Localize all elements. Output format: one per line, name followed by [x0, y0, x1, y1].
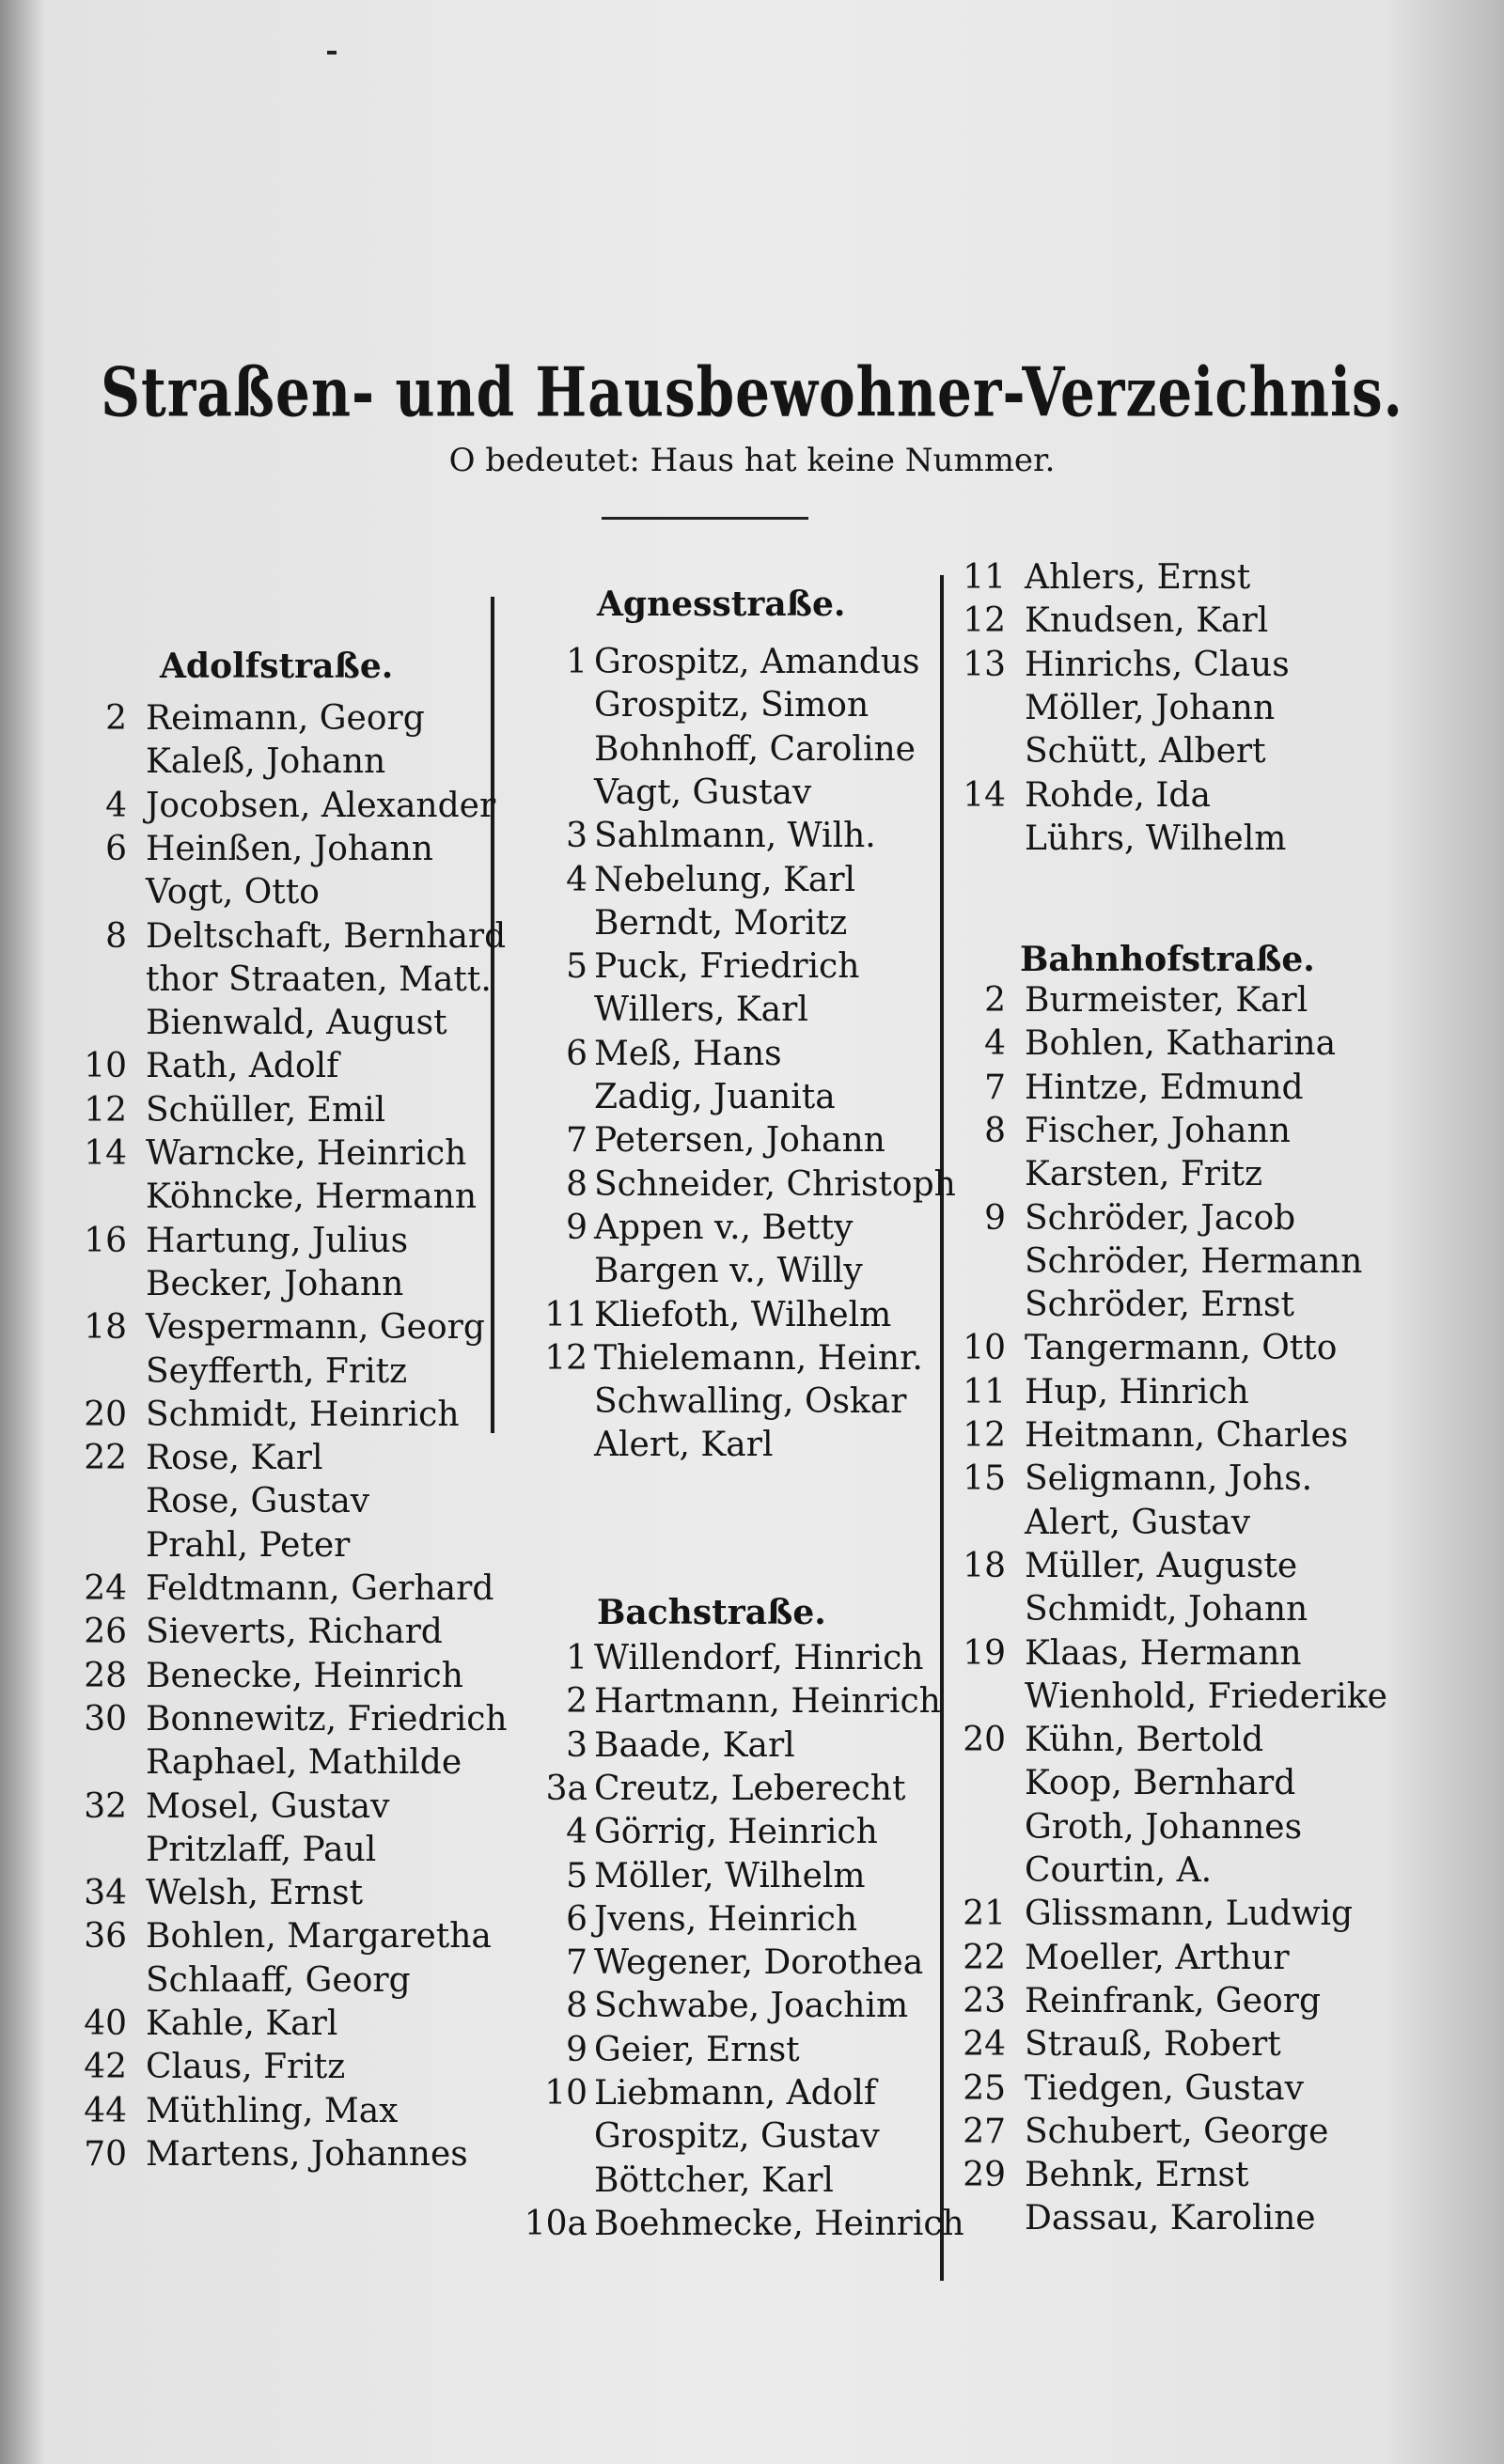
house-number: 34 — [84, 1874, 127, 1913]
house-number: 12 — [963, 1416, 1006, 1455]
house-number: 9 — [984, 1198, 1006, 1238]
resident-name: Bohlen, Margaretha — [146, 1917, 492, 1957]
house-number: 14 — [963, 775, 1006, 815]
resident-name: Knudsen, Karl — [1025, 601, 1269, 641]
resident-name: Koop, Bernhard — [1025, 1764, 1296, 1803]
resident-name: Schmidt, Heinrich — [146, 1395, 460, 1434]
resident-name: Wegener, Dorothea — [594, 1943, 924, 1983]
resident-name: Boehmecke, Heinrich — [594, 2204, 964, 2243]
resident-name: Kaleß, Johann — [146, 742, 386, 782]
resident-name: Kühn, Bertold — [1025, 1721, 1264, 1760]
resident-name: Schütt, Albert — [1025, 732, 1266, 772]
resident-name: Welsh, Ernst — [146, 1874, 364, 1913]
resident-name: Kahle, Karl — [146, 2004, 338, 2043]
resident-name: Jocobsen, Alexander — [146, 786, 496, 825]
house-number: 4 — [566, 1813, 588, 1852]
house-number: 32 — [84, 1786, 127, 1826]
house-number: 21 — [963, 1895, 1006, 1934]
house-number: 10 — [84, 1047, 127, 1086]
house-number: 44 — [84, 2091, 127, 2130]
house-number: 8 — [566, 1987, 588, 2026]
house-number: 13 — [963, 645, 1006, 684]
resident-name: Schwabe, Joachim — [594, 1987, 909, 2026]
house-number: 42 — [84, 2048, 127, 2087]
resident-name: Hinrichs, Claus — [1025, 645, 1290, 684]
house-number: 15 — [963, 1459, 1006, 1499]
resident-name: Schröder, Ernst — [1025, 1286, 1294, 1325]
house-number: 5 — [566, 947, 588, 987]
street-heading: Agnesstraße. — [597, 585, 846, 624]
resident-name: Schmidt, Johann — [1025, 1590, 1308, 1630]
resident-name: Benecke, Heinrich — [146, 1656, 463, 1695]
resident-name: Zadig, Juanita — [594, 1078, 836, 1116]
resident-name: Grospitz, Amandus — [594, 643, 920, 681]
house-number: 26 — [84, 1613, 127, 1652]
house-number: 4 — [984, 1024, 1006, 1064]
resident-name: thor Straaten, Matt. — [146, 959, 492, 999]
resident-name: Schneider, Christoph — [594, 1164, 956, 1204]
resident-name: Hup, Hinrich — [1025, 1372, 1249, 1411]
resident-name: Vagt, Gustav — [594, 772, 812, 812]
resident-name: Hartmann, Heinrich — [594, 1682, 941, 1722]
resident-name: Böttcher, Karl — [594, 2160, 834, 2200]
resident-name: Bienwald, August — [146, 1004, 447, 1043]
resident-name: Alert, Karl — [594, 1426, 774, 1465]
resident-name: Feldtmann, Gerhard — [146, 1569, 494, 1608]
resident-name: Tiedgen, Gustav — [1025, 2068, 1304, 2108]
resident-name: Heitmann, Charles — [1025, 1416, 1349, 1455]
resident-name: Creutz, Leberecht — [594, 1769, 906, 1808]
resident-name: Karsten, Fritz — [1025, 1155, 1263, 1194]
house-number: 24 — [963, 2025, 1006, 2065]
resident-name: Martens, Johannes — [146, 2134, 468, 2174]
house-number: 27 — [963, 2112, 1006, 2151]
house-number: 3 — [566, 1725, 588, 1765]
title-divider — [602, 517, 808, 520]
resident-name: Möller, Johann — [1025, 688, 1276, 727]
house-number: 36 — [84, 1917, 127, 1957]
resident-name: Glissmann, Ludwig — [1025, 1895, 1354, 1934]
house-number: 10a — [524, 2204, 588, 2243]
house-number: 8 — [566, 1164, 588, 1204]
street-heading: Bahnhofstraße. — [1020, 940, 1315, 979]
house-number: 11 — [544, 1295, 588, 1334]
resident-name: Pritzlaff, Paul — [146, 1830, 377, 1869]
house-number: 30 — [84, 1699, 127, 1739]
resident-name: Schüller, Emil — [146, 1090, 386, 1130]
house-number: 2 — [566, 1682, 588, 1722]
resident-name: Schwalling, Oskar — [594, 1382, 907, 1422]
resident-name: Bohnhoff, Caroline — [594, 729, 916, 769]
house-number: 2 — [984, 981, 1006, 1020]
house-number: 29 — [963, 2156, 1006, 2195]
resident-name: Burmeister, Karl — [1025, 981, 1308, 1020]
resident-name: Jvens, Heinrich — [594, 1899, 858, 1939]
resident-name: Schlaaff, Georg — [146, 1960, 411, 2000]
resident-name: Becker, Johann — [146, 1264, 404, 1303]
resident-name: Rohde, Ida — [1025, 775, 1211, 815]
house-number: 18 — [84, 1308, 127, 1348]
house-number: 6 — [566, 1899, 588, 1939]
house-number: 20 — [963, 1721, 1006, 1760]
page-title: Straßen- und Hausbewohner-Verzeichnis. — [101, 352, 1403, 432]
resident-name: Ahlers, Ernst — [1025, 558, 1251, 597]
resident-name: Reinfrank, Georg — [1025, 1981, 1321, 2020]
house-number: 12 — [544, 1338, 588, 1378]
house-number: 23 — [963, 1981, 1006, 2020]
house-number: 4 — [105, 786, 127, 825]
resident-name: Bohlen, Katharina — [1025, 1024, 1337, 1064]
resident-name: Wienhold, Friederike — [1025, 1676, 1387, 1716]
street-heading: Adolfstraße. — [160, 647, 394, 686]
resident-name: Vogt, Otto — [146, 873, 320, 912]
resident-name: Schubert, George — [1025, 2112, 1329, 2151]
house-number: 6 — [105, 829, 127, 868]
resident-name: Willers, Karl — [594, 990, 808, 1030]
resident-name: Sahlmann, Wilh. — [594, 817, 876, 856]
house-number: 3 — [566, 817, 588, 856]
resident-name: Rath, Adolf — [146, 1047, 339, 1086]
house-number: 5 — [566, 1856, 588, 1895]
house-number: 70 — [84, 2134, 127, 2174]
house-number: 2 — [105, 699, 127, 738]
resident-name: Willendorf, Hinrich — [594, 1639, 924, 1677]
resident-name: Reimann, Georg — [146, 699, 425, 738]
resident-name: Rose, Karl — [146, 1439, 323, 1478]
resident-name: Courtin, A. — [1025, 1851, 1213, 1890]
resident-name: Bargen v., Willy — [594, 1252, 863, 1291]
resident-name: Puck, Friedrich — [594, 947, 860, 987]
resident-name: Appen v., Betty — [594, 1208, 854, 1247]
resident-name: Dassau, Karoline — [1025, 2199, 1316, 2238]
street-heading: Bachstraße. — [597, 1593, 826, 1632]
house-number: 1 — [566, 643, 588, 681]
house-number: 7 — [984, 1068, 1006, 1107]
house-number: 24 — [84, 1569, 127, 1608]
house-number: 6 — [566, 1034, 588, 1073]
house-number: 9 — [566, 2030, 588, 2069]
house-number: 16 — [84, 1221, 127, 1260]
resident-name: Möller, Wilhelm — [594, 1856, 866, 1895]
house-number: 18 — [963, 1546, 1006, 1585]
resident-name: Prahl, Peter — [146, 1525, 351, 1565]
resident-name: Groth, Johannes — [1025, 1807, 1303, 1847]
house-number: 8 — [105, 916, 127, 956]
resident-name: Geier, Ernst — [594, 2030, 800, 2069]
resident-name: Schröder, Jacob — [1025, 1198, 1296, 1238]
resident-name: Hartung, Julius — [146, 1221, 409, 1260]
resident-name: Meß, Hans — [594, 1034, 782, 1073]
resident-name: Sieverts, Richard — [146, 1613, 443, 1652]
resident-name: Tangermann, Otto — [1025, 1329, 1338, 1368]
resident-name: Görrig, Heinrich — [594, 1813, 878, 1852]
house-number: 25 — [963, 2068, 1006, 2108]
house-number: 28 — [84, 1656, 127, 1695]
resident-name: Lührs, Wilhelm — [1025, 819, 1287, 858]
resident-name: Seligmann, Johs. — [1025, 1459, 1313, 1499]
resident-name: Deltschaft, Bernhard — [146, 916, 507, 956]
resident-name: Alert, Gustav — [1025, 1503, 1251, 1542]
page-subtitle: O bedeutet: Haus hat keine Nummer. — [448, 442, 1056, 479]
resident-name: Bonnewitz, Friedrich — [146, 1699, 508, 1739]
house-number: 10 — [963, 1329, 1006, 1368]
resident-name: Müller, Auguste — [1025, 1546, 1298, 1585]
resident-name: Schröder, Hermann — [1025, 1241, 1363, 1281]
resident-name: Klaas, Hermann — [1025, 1633, 1302, 1673]
resident-name: Grospitz, Gustav — [594, 2117, 880, 2157]
resident-name: Heinßen, Johann — [146, 829, 433, 868]
resident-name: Thielemann, Heinr. — [594, 1338, 923, 1378]
house-number: 1 — [566, 1639, 588, 1677]
resident-name: Claus, Fritz — [146, 2048, 346, 2087]
resident-name: Moeller, Arthur — [1025, 1938, 1290, 1977]
house-number: 22 — [84, 1439, 127, 1478]
resident-name: Behnk, Ernst — [1025, 2156, 1249, 2195]
resident-name: Nebelung, Karl — [594, 860, 856, 899]
house-number: 8 — [984, 1111, 1006, 1150]
resident-name: Hintze, Edmund — [1025, 1068, 1304, 1107]
house-number: 12 — [84, 1090, 127, 1130]
resident-name: Warncke, Heinrich — [146, 1134, 467, 1173]
house-number: 40 — [84, 2004, 127, 2043]
resident-name: Fischer, Johann — [1025, 1111, 1291, 1150]
resident-name: Rose, Gustav — [146, 1482, 370, 1521]
house-number: 12 — [963, 601, 1006, 641]
resident-name: Mosel, Gustav — [146, 1786, 390, 1826]
house-number: 20 — [84, 1395, 127, 1434]
house-number: 3a — [545, 1769, 588, 1808]
house-number: 22 — [963, 1938, 1006, 1977]
resident-name: Petersen, Johann — [594, 1121, 885, 1161]
resident-name: Köhncke, Hermann — [146, 1177, 478, 1217]
house-number: 10 — [544, 2074, 588, 2113]
house-number: 7 — [566, 1121, 588, 1161]
resident-name: Raphael, Mathilde — [146, 1743, 462, 1783]
house-number: 7 — [566, 1943, 588, 1983]
resident-name: Grospitz, Simon — [594, 686, 870, 725]
house-number: 11 — [963, 1372, 1006, 1411]
resident-name: Kliefoth, Wilhelm — [594, 1295, 892, 1334]
resident-name: Baade, Karl — [594, 1725, 795, 1765]
page-mark — [327, 51, 337, 55]
resident-name: Berndt, Moritz — [594, 903, 848, 943]
column-divider-left — [491, 597, 494, 1433]
resident-name: Strauß, Robert — [1025, 2025, 1281, 2065]
house-number: 11 — [963, 558, 1006, 597]
resident-name: Liebmann, Adolf — [594, 2074, 877, 2113]
resident-name: Vespermann, Georg — [146, 1308, 485, 1348]
resident-name: Seyfferth, Fritz — [146, 1351, 408, 1391]
resident-name: Müthling, Max — [146, 2091, 399, 2130]
house-number: 9 — [566, 1208, 588, 1247]
house-number: 4 — [566, 860, 588, 899]
house-number: 14 — [84, 1134, 127, 1173]
house-number: 19 — [963, 1633, 1006, 1673]
